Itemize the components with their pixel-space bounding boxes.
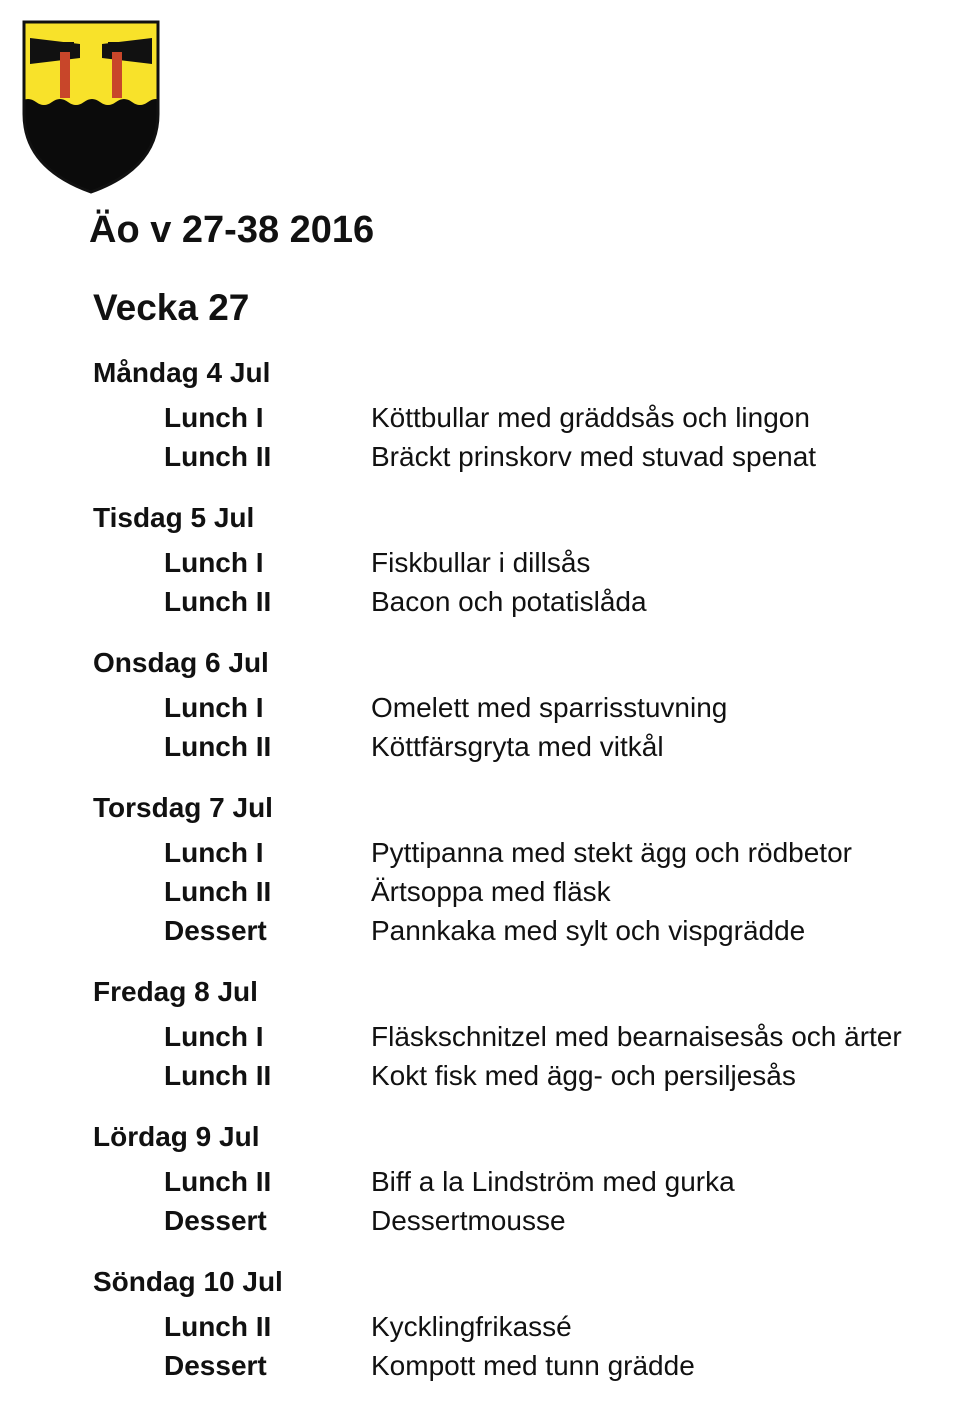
meal-label: Lunch II	[164, 1311, 272, 1342]
day-heading: Fredag 8 Jul	[93, 976, 258, 1007]
meal-dish: Omelett med sparrisstuvning	[371, 692, 728, 723]
day-section	[0, 354, 960, 476]
meal-dish: Kompott med tunn grädde	[371, 1350, 695, 1381]
day-section	[0, 1118, 960, 1240]
meal-dish: Kokt fisk med ägg- och persiljesås	[371, 1060, 796, 1091]
meal-label: Lunch I	[164, 402, 264, 433]
meal-row	[0, 727, 960, 766]
meal-row	[0, 1056, 960, 1095]
meal-dish: Bräckt prinskorv med stuvad spenat	[371, 441, 817, 472]
day-section	[0, 644, 960, 766]
meal-dish: Kycklingfrikassé	[371, 1311, 572, 1342]
meal-label: Lunch II	[164, 876, 272, 907]
day-heading: Torsdag 7 Jul	[93, 792, 273, 823]
meal-dish: Fläskschnitzel med bearnaisesås och ärter	[371, 1021, 902, 1052]
coat-of-arms-icon	[20, 18, 162, 196]
meal-label: Dessert	[164, 915, 267, 946]
day-section	[0, 789, 960, 950]
meal-dish: Köttbullar med gräddsås och lingon	[371, 402, 810, 433]
meal-row	[0, 911, 960, 950]
meal-row	[0, 1346, 960, 1385]
day-heading: Måndag 4 Jul	[93, 357, 271, 388]
meal-row	[0, 1201, 960, 1240]
meal-dish: Pyttipanna med stekt ägg och rödbetor	[371, 837, 852, 868]
meal-label: Lunch I	[164, 547, 264, 578]
menu-days	[0, 354, 960, 1408]
day-section	[0, 973, 960, 1095]
meal-dish: Ärtsoppa med fläsk	[371, 876, 611, 907]
meal-label: Lunch II	[164, 586, 272, 617]
meal-row	[0, 872, 960, 911]
meal-label: Lunch I	[164, 692, 264, 723]
day-section	[0, 1263, 960, 1385]
meal-row	[0, 543, 960, 582]
meal-label: Lunch I	[164, 1021, 264, 1052]
meal-dish: Pannkaka med sylt och vispgrädde	[371, 915, 806, 946]
meal-label: Dessert	[164, 1205, 267, 1236]
meal-row	[0, 582, 960, 621]
meal-row	[0, 833, 960, 872]
meal-dish: Biff a la Lindström med gurka	[371, 1166, 735, 1197]
meal-row	[0, 398, 960, 437]
meal-dish: Bacon och potatislåda	[371, 586, 647, 617]
meal-row	[0, 1307, 960, 1346]
day-heading: Tisdag 5 Jul	[93, 502, 255, 533]
day-heading: Lördag 9 Jul	[93, 1121, 260, 1152]
day-heading: Onsdag 6 Jul	[93, 647, 269, 678]
meal-label: Lunch II	[164, 1166, 272, 1197]
meal-label: Lunch I	[164, 837, 264, 868]
meal-row	[0, 1162, 960, 1201]
meal-label: Dessert	[164, 1350, 267, 1381]
day-section	[0, 499, 960, 621]
meal-label: Lunch II	[164, 731, 272, 762]
crest-wave-base	[20, 99, 162, 196]
meal-label: Lunch II	[164, 1060, 272, 1091]
meal-row	[0, 437, 960, 476]
week-heading: Vecka 27	[93, 287, 250, 328]
document-title: Äo v 27-38 2016	[89, 209, 375, 251]
meal-dish: Köttfärsgryta med vitkål	[371, 731, 664, 762]
meal-dish: Dessertmousse	[371, 1205, 566, 1236]
meal-dish: Fiskbullar i dillsås	[371, 547, 591, 578]
meal-label: Lunch II	[164, 441, 272, 472]
meal-row	[0, 1017, 960, 1056]
day-heading: Söndag 10 Jul	[93, 1266, 283, 1297]
meal-row	[0, 688, 960, 727]
